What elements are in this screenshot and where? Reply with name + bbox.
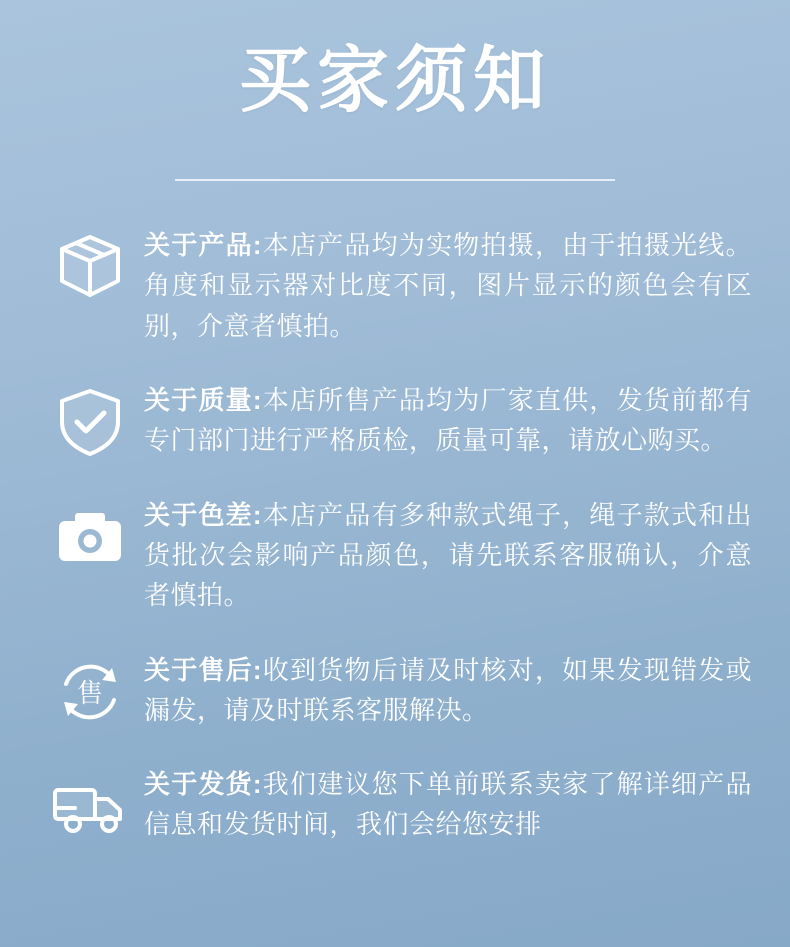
list-item — [36, 225, 756, 346]
truck-icon — [36, 764, 144, 844]
notice-label: 关于质量: — [144, 385, 263, 416]
notice-text — [144, 225, 756, 346]
notice-body: 本店所售产品均为厂家直供，发货前都有专门部门进行严格质检，质量可靠，请放心购买。 — [144, 385, 752, 456]
notice-text — [144, 650, 756, 731]
notice-body: 我们建议您下单前联系卖家了解详细产品信息和发货时间，我们会给您安排 — [144, 769, 752, 840]
list-item — [36, 495, 756, 616]
title-divider — [175, 179, 615, 181]
notice-text — [144, 495, 756, 616]
notice-body: 本店产品均为实物拍摄，由于拍摄光线。角度和显示器对比度不同，图片显示的颜色会有区别，介意者慎拍。 — [144, 230, 752, 341]
camera-icon — [36, 495, 144, 575]
notice-body: 本店产品有多种款式绳子，绳子款式和出货批次会影响产品颜色，请先联系客服确认，介意者慎拍。 — [144, 499, 752, 611]
page-title: 买家须知 — [238, 41, 551, 121]
notice-text — [144, 380, 756, 461]
notice-body: 收到货物后请及时核对，如果发现错发或漏发，请及时联系客服解决。 — [144, 654, 752, 725]
notice-label: 关于色差: — [144, 499, 263, 530]
box-icon — [36, 225, 144, 305]
notice-list — [0, 225, 790, 845]
shield-check-icon — [36, 380, 144, 460]
list-item — [36, 764, 756, 845]
list-item — [36, 650, 756, 731]
after-sale-icon — [36, 650, 144, 730]
notice-label: 关于产品: — [144, 230, 263, 261]
notice-text — [144, 764, 756, 845]
list-item — [36, 380, 756, 461]
notice-label: 关于售后: — [144, 654, 263, 685]
after-sale-glyph: 售 — [76, 677, 104, 708]
notice-label: 关于发货: — [144, 769, 263, 800]
